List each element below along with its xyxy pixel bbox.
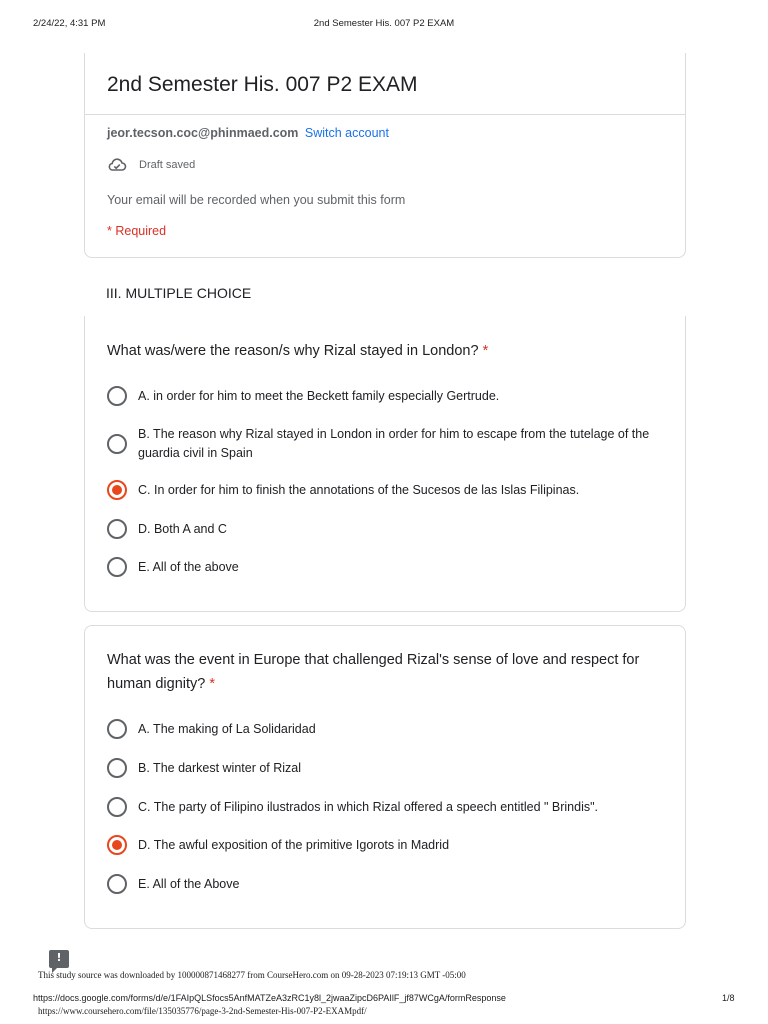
page-number: 1/8	[722, 993, 735, 1003]
required-star: *	[209, 676, 216, 692]
required-star: *	[482, 343, 489, 359]
question-card	[84, 625, 686, 929]
section-title: III. MULTIPLE CHOICE	[106, 285, 252, 301]
radio-button[interactable]	[107, 519, 127, 539]
question-text	[107, 648, 667, 696]
option-label: E. All of the above	[138, 559, 239, 574]
option-label: E. All of the Above	[138, 876, 240, 891]
required-note: * Required	[107, 224, 167, 238]
option-label: C. In order for him to finish the annotations of the Sucesos de las Islas Filipinas.	[138, 482, 580, 497]
question-label: What was/were the reason/s why Rizal stayed in London?	[107, 343, 479, 359]
question-label: What was the event in Europe that challenged Rizal's sense of love and respect for human dignity?	[107, 652, 640, 692]
question-text	[107, 339, 667, 363]
radio-button[interactable]	[107, 797, 127, 817]
question-card	[84, 316, 686, 612]
radio-button[interactable]	[107, 874, 127, 894]
print-title: 2nd Semester His. 007 P2 EXAM	[313, 18, 455, 29]
radio-option[interactable]	[107, 797, 667, 817]
print-date: 2/24/22, 4:31 PM	[33, 18, 106, 29]
feedback-icon[interactable]: !	[49, 950, 69, 968]
radio-button[interactable]	[107, 719, 127, 739]
radio-button[interactable]	[107, 758, 127, 778]
radio-option[interactable]	[107, 425, 667, 463]
radio-option[interactable]	[107, 758, 667, 778]
divider	[85, 114, 685, 115]
cloud-check-icon	[107, 157, 127, 173]
switch-account-link[interactable]: Switch account	[304, 126, 389, 140]
radio-option[interactable]	[107, 480, 667, 500]
radio-option[interactable]	[107, 519, 667, 539]
option-label: A. in order for him to meet the Beckett family especially Gertrude.	[138, 388, 500, 403]
email-notice: Your email will be recorded when you submit this form	[107, 193, 406, 207]
option-label: B. The reason why Rizal stayed in London in order for him to escape from the tutelage of the guardia civil in Spain	[138, 427, 650, 460]
draft-status-label: Draft saved	[139, 159, 196, 171]
radio-button-selected[interactable]	[107, 835, 127, 855]
radio-button-selected[interactable]	[107, 480, 127, 500]
radio-option[interactable]	[107, 835, 667, 855]
draft-status	[107, 157, 195, 173]
account-email: jeor.tecson.coc@phinmaed.com	[107, 126, 299, 140]
print-header	[0, 18, 768, 32]
account-row	[107, 126, 389, 140]
study-source-notice: This study source was downloaded by 100000871468277 from CourseHero.com on 09-28-2023 07:19:13 GMT -05:00	[38, 970, 466, 980]
form-header-card	[84, 53, 686, 258]
print-url: https://docs.google.com/forms/d/e/1FAIpQLSfocs5AnfMATZeA3zRC1y8l_2jwaaZipcD6PAIlF_jf87WCgA/formResponse	[33, 993, 506, 1003]
radio-button[interactable]	[107, 557, 127, 577]
option-label: D. The awful exposition of the primitive Igorots in Madrid	[138, 837, 450, 852]
radio-option[interactable]	[107, 719, 667, 739]
coursehero-url: https://www.coursehero.com/file/135035776/page-3-2nd-Semester-His-007-P2-EXAMpdf/	[38, 1006, 367, 1016]
radio-option[interactable]	[107, 874, 667, 894]
radio-button[interactable]	[107, 386, 127, 406]
option-label: B. The darkest winter of Rizal	[138, 760, 302, 775]
radio-button[interactable]	[107, 434, 127, 454]
radio-option[interactable]	[107, 557, 667, 577]
option-label: A. The making of La Solidaridad	[138, 721, 316, 736]
option-label: D. Both A and C	[138, 521, 227, 536]
radio-option[interactable]	[107, 386, 667, 406]
form-title: 2nd Semester His. 007 P2 EXAM	[107, 73, 418, 96]
option-label: C. The party of Filipino ilustrados in which Rizal offered a speech entitled " Brindis".	[138, 799, 599, 814]
